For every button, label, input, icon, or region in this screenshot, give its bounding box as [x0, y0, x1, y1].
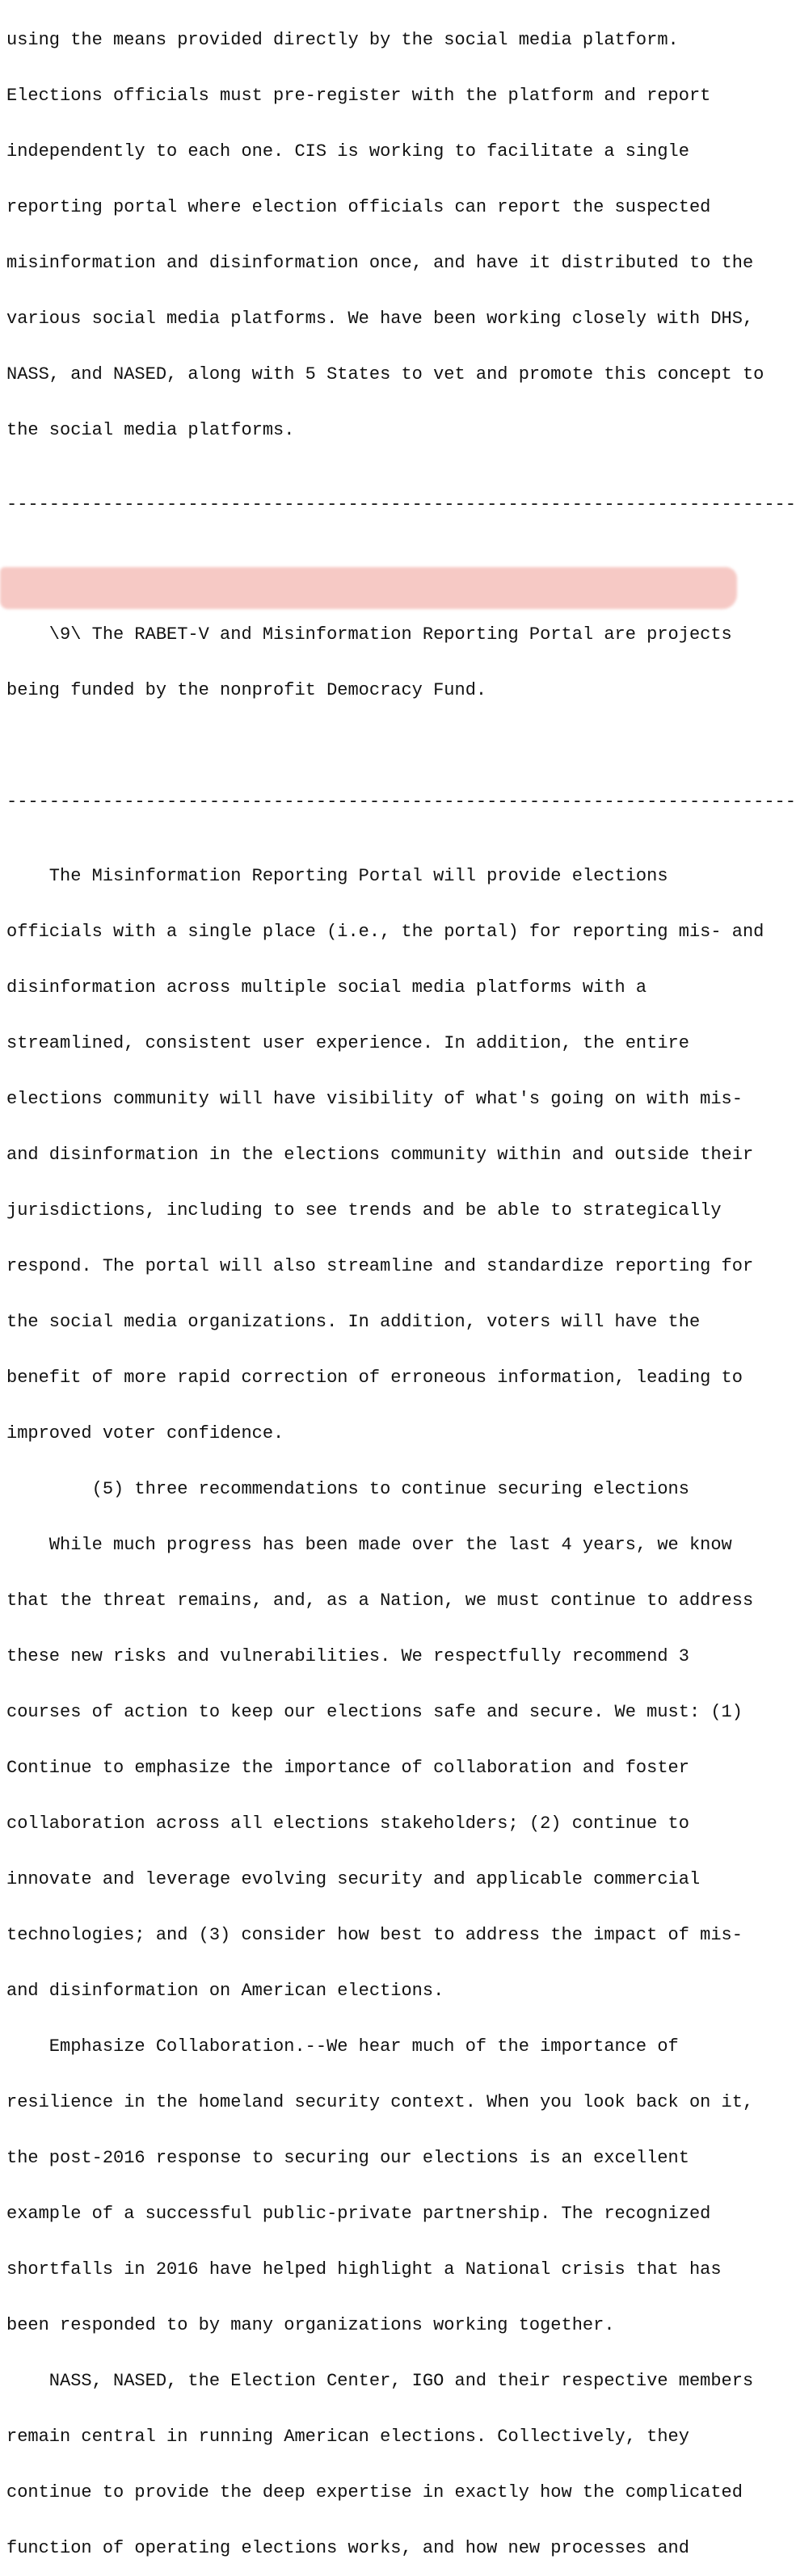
- footnote-rule-top: --------------------------------------------------------------------------: [6, 494, 796, 515]
- document-text: [6, 0, 796, 2576]
- text-line: benefit of more rapid correction of erroneous information, leading to: [6, 1368, 743, 1388]
- text-line: the social media organizations. In addition, voters will have the: [6, 1312, 701, 1332]
- text-line: improved voter confidence.: [6, 1423, 284, 1443]
- text-line: streamlined, consistent user experience. In addition, the entire: [6, 1033, 689, 1053]
- text-line: the post-2016 response to securing our elections is an excellent: [6, 2148, 689, 2168]
- text-line: function of operating elections works, and how new processes and: [6, 2538, 689, 2558]
- text-line: innovate and leverage evolving security and applicable commercial: [6, 1869, 701, 1889]
- footnote-block: [6, 569, 776, 737]
- text-line: various social media platforms. We have been working closely with DHS,: [6, 309, 754, 329]
- text-line: the social media platforms.: [6, 420, 295, 440]
- text-line: shortfalls in 2016 have helped highlight a National crisis that has: [6, 2259, 722, 2280]
- text-line: that the threat remains, and, as a Nation, we must continue to address: [6, 1591, 754, 1611]
- footnote-line: being funded by the nonprofit Democracy Fund.: [6, 680, 487, 700]
- highlight-marker: [0, 567, 737, 609]
- text-line: and disinformation on American elections.: [6, 1981, 444, 2001]
- text-line: example of a successful public-private partnership. The recognized: [6, 2204, 711, 2224]
- text-line: Elections officials must pre-register with the platform and report: [6, 86, 711, 106]
- text-line: disinformation across multiple social media platforms with a: [6, 977, 647, 998]
- text-line: reporting portal where election officials can report the suspected: [6, 197, 711, 217]
- text-line: While much progress has been made over the last 4 years, we know: [6, 1535, 732, 1555]
- text-line: remain central in running American elections. Collectively, they: [6, 2427, 689, 2447]
- text-line: resilience in the homeland security context. When you look back on it,: [6, 2092, 754, 2112]
- text-line: independently to each one. CIS is working to facilitate a single: [6, 141, 689, 162]
- text-line: misinformation and disinformation once, and have it distributed to the: [6, 253, 754, 273]
- text-line: elections community will have visibility of what's going on with mis-: [6, 1089, 743, 1109]
- text-line: The Misinformation Reporting Portal will provide elections: [6, 866, 668, 886]
- text-line: been responded to by many organizations working together.: [6, 2315, 615, 2335]
- text-line: officials with a single place (i.e., the portal) for reporting mis- and: [6, 922, 764, 942]
- text-line: courses of action to keep our elections safe and secure. We must: (1): [6, 1702, 743, 1722]
- section-heading: (5) three recommendations to continue securing elections: [6, 1479, 689, 1499]
- text-line: Continue to emphasize the importance of collaboration and foster: [6, 1758, 689, 1778]
- text-line: using the means provided directly by the social media platform.: [6, 30, 679, 50]
- text-line: Emphasize Collaboration.--We hear much of the importance of: [6, 2036, 679, 2057]
- text-line: respond. The portal will also streamline and standardize reporting for: [6, 1256, 754, 1276]
- footnote-line: \9\ The RABET-V and Misinformation Reporting Portal are projects: [6, 624, 732, 645]
- text-line: these new risks and vulnerabilities. We respectfully recommend 3: [6, 1646, 689, 1666]
- text-line: NASS, NASED, the Election Center, IGO and their respective members: [6, 2371, 754, 2391]
- text-line: jurisdictions, including to see trends and be able to strategically: [6, 1200, 722, 1221]
- text-line: and disinformation in the elections community within and outside their: [6, 1145, 754, 1165]
- text-line: continue to provide the deep expertise in exactly how the complicated: [6, 2482, 743, 2502]
- text-line: technologies; and (3) consider how best to address the impact of mis-: [6, 1925, 743, 1945]
- text-line: NASS, and NASED, along with 5 States to vet and promote this concept to: [6, 364, 764, 385]
- text-line: collaboration across all elections stakeholders; (2) continue to: [6, 1813, 689, 1834]
- footnote-rule-bottom: --------------------------------------------------------------------------: [6, 792, 796, 812]
